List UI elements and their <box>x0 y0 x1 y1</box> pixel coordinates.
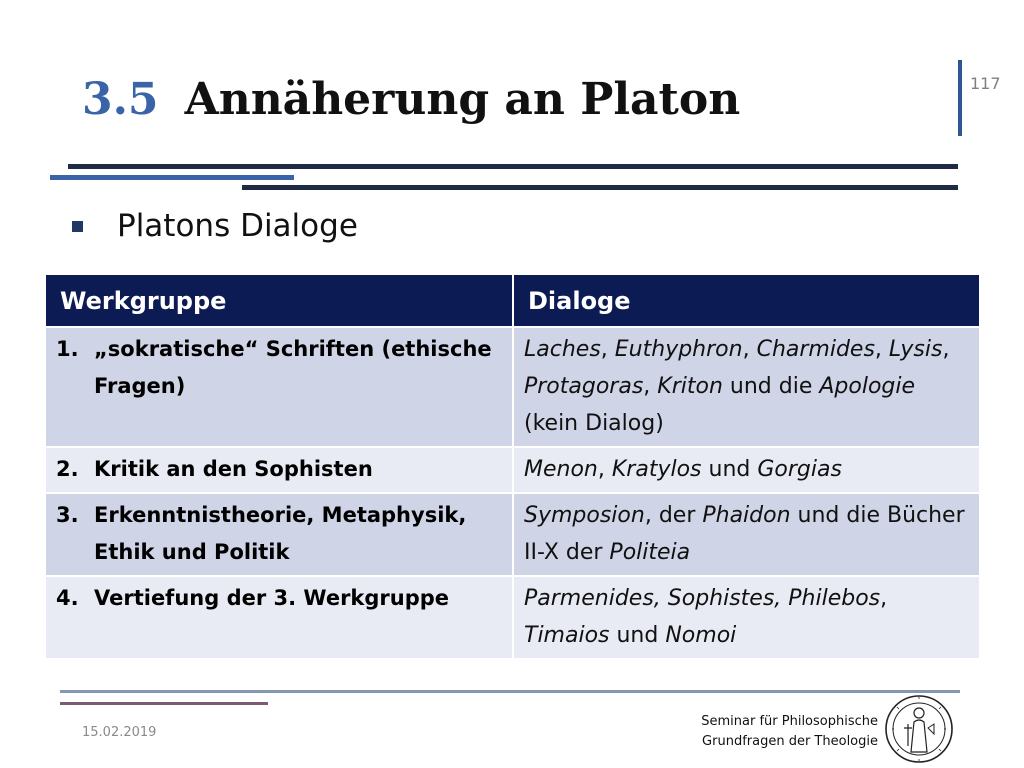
group-name: Kritik an den Sophisten <box>94 457 373 481</box>
title-text: Annäherung an Platon <box>184 74 741 125</box>
group-cell <box>45 327 513 447</box>
dialogs-cell <box>513 447 980 493</box>
footer-line-short <box>60 702 268 705</box>
dialog-text: , <box>600 337 615 362</box>
group-cell <box>45 576 513 659</box>
dialog-text: , <box>597 457 612 482</box>
dialog-text: und die Bücher II-X der <box>524 503 965 565</box>
group-number: 2. <box>56 457 79 481</box>
dialog-text: Politeia <box>609 540 691 565</box>
header-dialoge: Dialoge <box>513 274 980 327</box>
seminar-line-2: Grundfragen der Theologie <box>702 734 878 749</box>
square-bullet-icon <box>72 221 83 232</box>
dialog-text: , <box>880 586 888 611</box>
works-table <box>44 273 981 660</box>
dialog-text: Nomoi <box>665 623 737 648</box>
table-row <box>45 327 980 447</box>
bullet-text: Platons Dialoge <box>117 208 358 244</box>
slide-title <box>82 70 740 130</box>
dialog-text: und <box>701 457 758 482</box>
group-number: 1. <box>56 337 79 361</box>
header-werkgruppe: Werkgruppe <box>45 274 513 327</box>
dialog-text: Parmenides, Sophistes, Philebos <box>524 586 881 611</box>
section-number: 3.5 <box>82 74 159 125</box>
table-row <box>45 576 980 659</box>
dialog-text: Euthyphron <box>614 337 743 362</box>
dialog-text: Symposion <box>524 503 645 528</box>
table-row <box>45 447 980 493</box>
page-number-divider <box>958 60 962 136</box>
group-name: Erkenntnistheorie, Metaphysik, Ethik und Politik <box>94 503 467 564</box>
seminar-line-1: Seminar für Philosophische <box>701 714 878 729</box>
dialog-text: Apologie <box>819 374 916 399</box>
group-name: „sokratische“ Schriften (ethische Fragen) <box>94 337 492 398</box>
dialog-text: (kein Dialog) <box>524 411 664 436</box>
dialog-text: und <box>609 623 666 648</box>
page-number: 117 <box>970 74 1001 93</box>
dialogs-cell <box>513 493 980 576</box>
title-underline-accent <box>50 175 294 180</box>
dialog-text: Protagoras <box>524 374 644 399</box>
dialog-text: Timaios <box>524 623 610 648</box>
group-name: Vertiefung der 3. Werkgruppe <box>94 586 450 610</box>
footer-date: 15.02.2019 <box>82 725 157 740</box>
table-row <box>45 493 980 576</box>
dialog-text: Kratylos <box>611 457 702 482</box>
dialog-text: Laches <box>524 337 601 362</box>
dialog-text: Menon <box>524 457 598 482</box>
dialog-text: , <box>643 374 658 399</box>
dialog-text: , <box>942 337 950 362</box>
footer-line-long <box>60 690 960 693</box>
dialog-text: Gorgias <box>757 457 842 482</box>
table-header-row <box>45 274 980 327</box>
group-cell <box>45 493 513 576</box>
bullet-item <box>72 208 358 244</box>
dialog-text: Charmides <box>756 337 875 362</box>
dialog-text: Lysis <box>888 337 943 362</box>
group-cell <box>45 447 513 493</box>
title-underline-top <box>68 164 958 169</box>
dialog-text: Phaidon <box>702 503 791 528</box>
group-number: 3. <box>56 503 79 527</box>
dialog-text: , <box>742 337 757 362</box>
dialog-text: Kriton <box>657 374 723 399</box>
dialog-text: , <box>874 337 889 362</box>
dialogs-cell <box>513 576 980 659</box>
dialog-text: und die <box>722 374 820 399</box>
dialog-text: , der <box>644 503 703 528</box>
group-number: 4. <box>56 586 79 610</box>
dialogs-cell <box>513 327 980 447</box>
footer-seminar <box>690 712 878 752</box>
university-seal-icon <box>884 694 954 764</box>
title-underline-bottom <box>242 185 958 190</box>
